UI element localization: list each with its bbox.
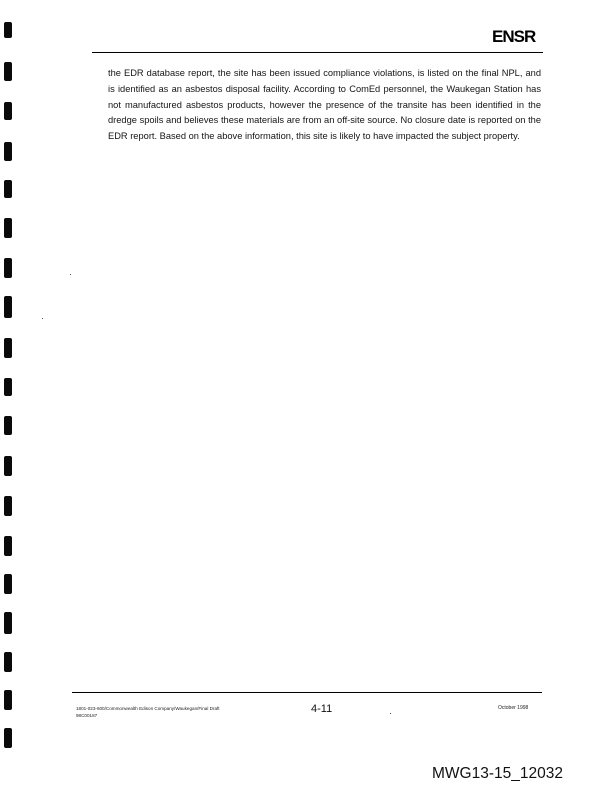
punch-mark [4, 378, 12, 396]
punch-mark [4, 218, 12, 238]
punch-mark [4, 296, 12, 318]
punch-mark [4, 536, 12, 556]
footer-doc-path [76, 705, 220, 719]
binder-punch-marks [0, 0, 16, 800]
company-logo: ENSR [492, 27, 536, 46]
punch-mark [4, 612, 12, 634]
punch-mark [4, 574, 12, 594]
header-rule [92, 52, 543, 53]
punch-mark [4, 142, 12, 161]
scan-speck [70, 274, 71, 275]
footer-doc-number: 98C00187 [76, 713, 98, 718]
punch-mark [4, 258, 12, 278]
body-paragraph: the EDR database report, the site has been issued compliance violations, is listed on the final NPL, and is identified as an asbestos disposal facility. According to ComEd personnel, the Waukegan Station has not manufactured asbestos products, however the presence of the transite has been identified in the dredge spoils and believes these materials are from an off-site source. No closure date is reported on the EDR report. Based on the above information, this site is likely to have impacted the subject property. [108, 68, 541, 142]
punch-mark [4, 416, 12, 435]
punch-mark [4, 22, 12, 38]
scan-speck [390, 713, 391, 714]
page-number: 4-11 [311, 703, 333, 715]
punch-mark [4, 690, 12, 710]
punch-mark [4, 496, 12, 516]
punch-mark [4, 180, 12, 198]
footer-date: October 1998 [498, 705, 529, 711]
footer-doc-path-line: 1801-023-600/Commonwealth Edison Company/Waukegan/Final Draft [76, 706, 220, 711]
punch-mark [4, 728, 12, 748]
footer-rule [72, 692, 542, 693]
punch-mark [4, 456, 12, 476]
bates-stamp: MWG13-15_12032 [432, 765, 563, 782]
scan-speck [42, 318, 43, 319]
punch-mark [4, 338, 12, 358]
punch-mark [4, 652, 12, 672]
punch-mark [4, 62, 12, 81]
punch-mark [4, 102, 12, 120]
